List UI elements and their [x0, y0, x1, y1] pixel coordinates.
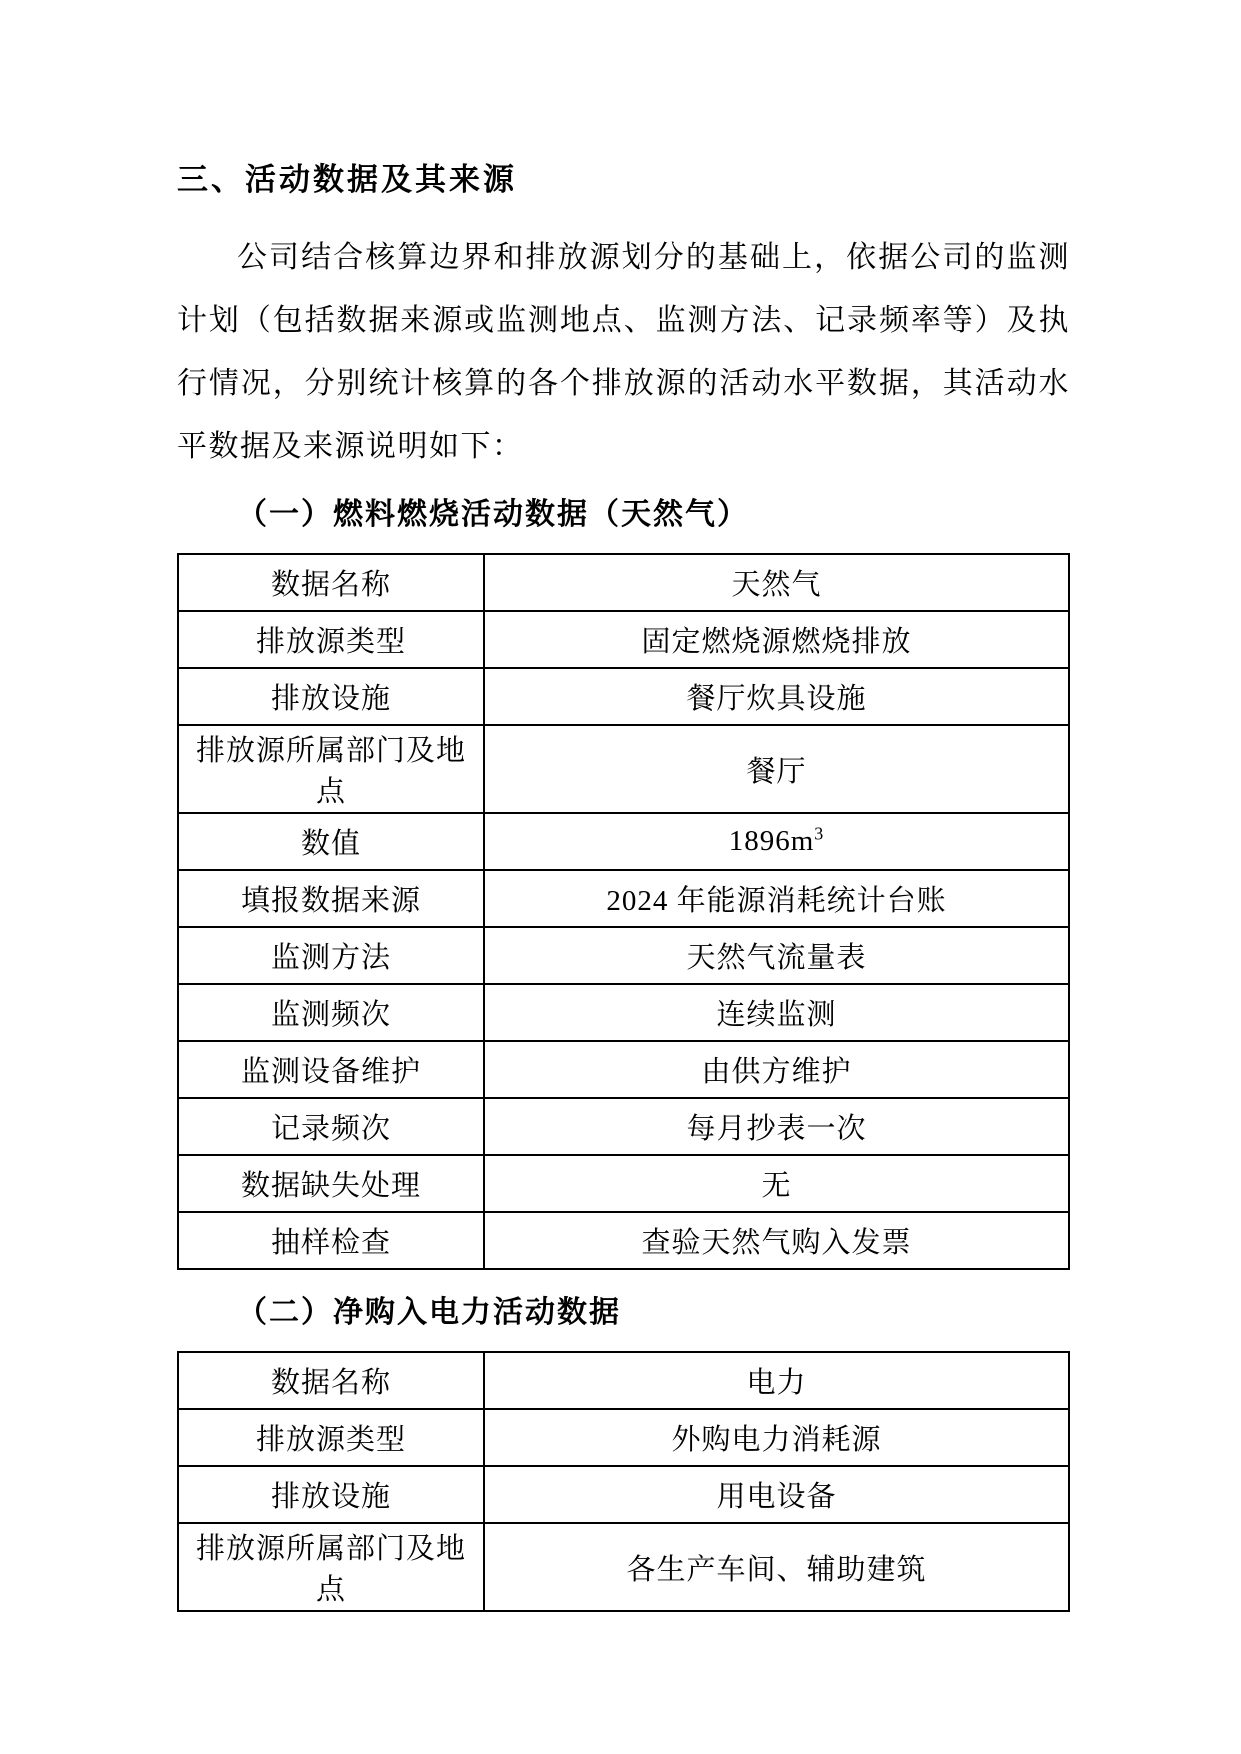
table-row [178, 927, 1069, 984]
row-value-cell: 各生产车间、辅助建筑 [484, 1523, 1069, 1611]
table-row [178, 1466, 1069, 1523]
row-value-cell: 用电设备 [484, 1466, 1069, 1523]
row-label-cell: 数据缺失处理 [178, 1155, 484, 1212]
row-label-cell: 排放源所属部门及地点 [178, 725, 484, 813]
purchased-electricity-activity-table [177, 1351, 1070, 1612]
row-label-cell: 数据名称 [178, 554, 484, 611]
table-row [178, 1212, 1069, 1269]
table-row [178, 813, 1069, 870]
row-value-cell: 2024 年能源消耗统计台账 [484, 870, 1069, 927]
row-label-cell: 排放设施 [178, 668, 484, 725]
row-label-cell: 记录频次 [178, 1098, 484, 1155]
intro-paragraph: 公司结合核算边界和排放源划分的基础上，依据公司的监测计划（包括数据来源或监测地点、监测方法、记录频率等）及执行情况，分别统计核算的各个排放源的活动水平数据，其活动水平数据及来源说明如下： [177, 241, 1070, 463]
value-superscript: 3 [814, 823, 825, 844]
row-value-cell: 查验天然气购入发票 [484, 1212, 1069, 1269]
subsection-title-purchased-electricity: （二）净购入电力活动数据 [237, 1296, 621, 1329]
row-label-cell: 数值 [178, 813, 484, 870]
table-row [178, 1352, 1069, 1409]
row-label-cell: 抽样检查 [178, 1212, 484, 1269]
row-label-cell: 排放源类型 [178, 611, 484, 668]
row-value-cell: 每月抄表一次 [484, 1098, 1069, 1155]
table-row [178, 1041, 1069, 1098]
row-value-cell: 连续监测 [484, 984, 1069, 1041]
row-label-cell: 监测方法 [178, 927, 484, 984]
row-label-cell: 监测频次 [178, 984, 484, 1041]
fuel-combustion-activity-table [177, 553, 1070, 1270]
row-label-cell: 排放源类型 [178, 1409, 484, 1466]
row-value-cell: 电力 [484, 1352, 1069, 1409]
table-row [178, 725, 1069, 813]
row-value-cell: 天然气 [484, 554, 1069, 611]
table-row [178, 1409, 1069, 1466]
row-label-cell: 数据名称 [178, 1352, 484, 1409]
row-label-cell: 排放设施 [178, 1466, 484, 1523]
row-value-cell: 餐厅炊具设施 [484, 668, 1069, 725]
row-value-cell: 餐厅 [484, 725, 1069, 813]
section-title: 三、活动数据及其来源 [177, 162, 517, 198]
row-value-cell: 由供方维护 [484, 1041, 1069, 1098]
row-label-cell: 监测设备维护 [178, 1041, 484, 1098]
row-label-cell: 填报数据来源 [178, 870, 484, 927]
table-row [178, 668, 1069, 725]
table-row [178, 611, 1069, 668]
row-value-cell: 外购电力消耗源 [484, 1409, 1069, 1466]
table-row [178, 1523, 1069, 1611]
row-value-cell: 无 [484, 1155, 1069, 1212]
row-value-cell: 天然气流量表 [484, 927, 1069, 984]
row-label-cell: 排放源所属部门及地点 [178, 1523, 484, 1611]
table-row [178, 1155, 1069, 1212]
table-row [178, 1098, 1069, 1155]
row-value-cell: $1896m^3$ [484, 813, 1069, 870]
table-row [178, 870, 1069, 927]
table-row [178, 984, 1069, 1041]
subsection-title-fuel-combustion: （一）燃料燃烧活动数据（天然气） [237, 498, 749, 531]
table-row [178, 554, 1069, 611]
row-value-cell: 固定燃烧源燃烧排放 [484, 611, 1069, 668]
